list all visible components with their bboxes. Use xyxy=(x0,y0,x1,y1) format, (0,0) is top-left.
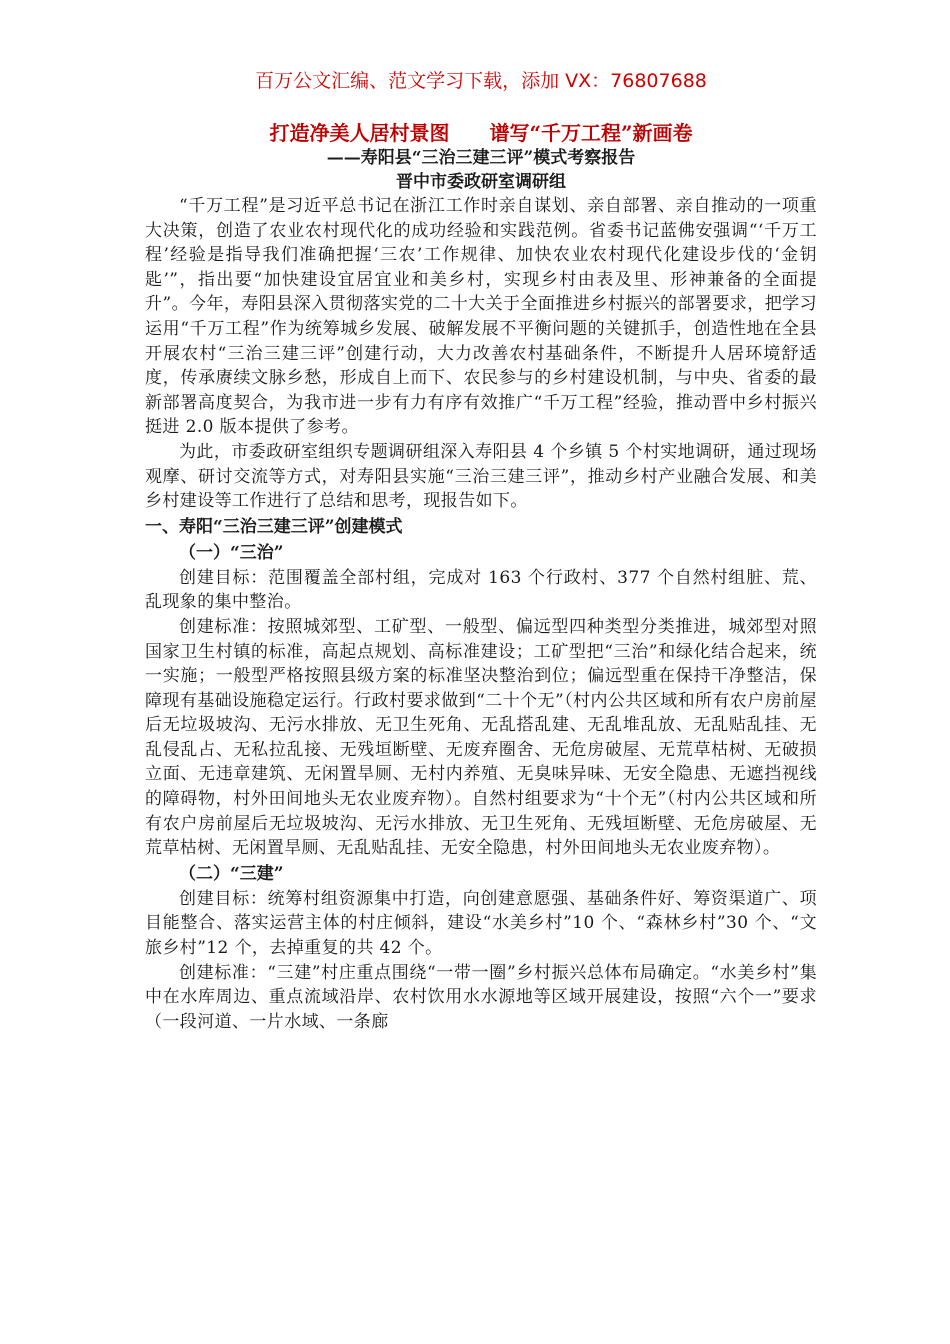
paragraph-sanjian-standard: 创建标准：“三建”村庄重点围绕“一带一圈”乡村振兴总体布局确定。“水美乡村”集中在水库周边、重点流域沿岸、农村饮用水水源地等区域开展建设，按照“六个一”要求（一段河道、一片水域、一条廊 xyxy=(145,962,817,1032)
section-heading-1: 一、寿阳“三治三建三评”创建模式 xyxy=(145,516,403,537)
paragraph-intro: “千万工程”是习近平总书记在浙江工作时亲自谋划、亲自部署、亲自推动的一项重大决策，创造了农业农村现代化的成功经验和实践范例。省委书记蓝佛安强调“‘千万工程’经验是指导我们准确把握‘三农’工作规律、加快农业农村现代化建设步伐的‘金钥匙’”，指出要“加快建设宜居宜业和美乡村，实现乡村由表及里、形神兼备的全面提升”。今年，寿阳县深入贯彻落实党的二十大关于全面推进乡村振兴的部署要求，把学习运用“千万工程”作为统筹城乡发展、破解发展不平衡问题的关键抓手，创造性地在全县开展农村“三治三建三评”创建行动，大力改善农村基础条件，不断提升人居环境舒适度，传承赓续文脉乡愁，形成自上而下、农民参与的乡村建设机制，与中央、省委的最新部署高度契合，为我市进一步有力有序有效推广“千万工程”经验，推动晋中乡村振兴挺进 2.0 版本提供了参考。 xyxy=(145,196,817,438)
subsection-heading-santhi: （一）“三治” xyxy=(179,542,284,563)
paragraph-sanjian-goal: 创建目标：统筹村组资源集中打造，向创建意愿强、基础条件好、筹资渠道广、项目能整合、落实运营主体的村庄倾斜，建设“水美乡村”10 个、“森林乡村”30 个、“文旅乡村”12 个，去掉重复的共 42 个。 xyxy=(145,888,817,959)
paragraph-purpose: 为此，市委政研室组织专题调研组深入寿阳县 4 个乡镇 5 个村实地调研，通过现场观摩、研讨交流等方式，对寿阳县实施“三治三建三评”，推动乡村产业融合发展、和美乡村建设等工作进行了总结和思考，现报告如下。 xyxy=(145,441,817,512)
document-author: 晋中市委政研室调研组 xyxy=(396,172,566,192)
document-title: 打造净美人居村景图 谱写“千万工程”新画卷 xyxy=(269,121,693,145)
paragraph-santhi-goal: 创建目标：范围覆盖全部村组，完成对 163 个行政村、377 个自然村组脏、荒、乱现象的集中整治。 xyxy=(145,567,817,613)
download-banner: 百万公文汇编、范文学习下载，添加 VX：76807688 xyxy=(255,70,707,92)
document-subtitle: ——寿阳县“三治三建三评”模式考察报告 xyxy=(326,148,636,168)
document-page xyxy=(145,60,817,1034)
paragraph-santhi-standard: 创建标准：按照城郊型、工矿型、一般型、偏远型四种类型分类推进，城郊型对照国家卫生村镇的标准，高起点规划、高标准建设；工矿型把“三治”和绿化结合起来，统一实施；一般型严格按照县级方案的标准坚决整治到位；偏远型重在保持干净整洁，保障现有基础设施稳定运行。行政村要求做到“二十个无”（村内公共区域和所有农户房前屋后无垃圾坡沟、无污水排放、无卫生死角、无乱搭乱建、无乱堆乱放、无乱贴乱挂、无乱侵乱占、无私拉乱接、无残垣断壁、无废弃圈舍、无危房破屋、无荒草枯树、无破损立面、无违章建筑、无闲置旱厕、无村内养殖、无臭味异味、无安全隐患、无遮挡视线的障碍物，村外田间地头无农业废弃物）。自然村组要求为“十个无”（村内公共区域和所有农户房前屋后无垃圾坡沟、无污水排放、无卫生死角、无残垣断壁、无危房破屋、无荒草枯树、无闲置旱厕、无乱贴乱挂、无安全隐患，村外田间地头无农业废弃物）。 xyxy=(145,616,817,859)
subsection-heading-sanjian: （二）“三建” xyxy=(179,863,284,884)
